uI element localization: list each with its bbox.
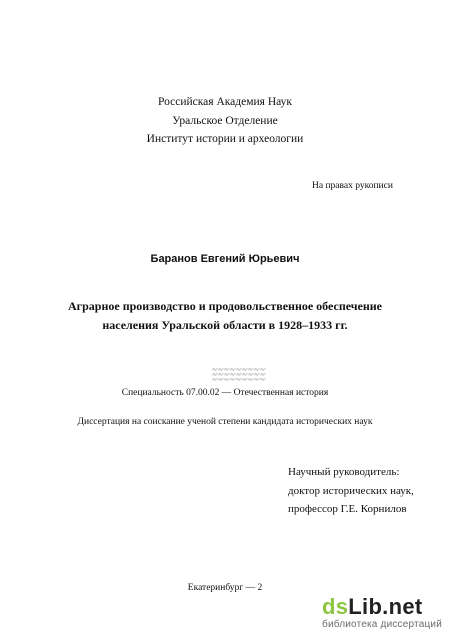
specialty: Специальность 07.00.02 — Отечественная история bbox=[121, 388, 329, 398]
advisor-degree: доктор исторических наук, bbox=[288, 485, 414, 497]
title-line-2: населения Уральской области в 1928–1933 гг. bbox=[102, 318, 348, 332]
watermark-logo bbox=[322, 596, 442, 618]
author-name: Баранов Евгений Юрьевич bbox=[150, 253, 300, 265]
watermark-lib: Lib.net bbox=[348, 594, 423, 619]
advisor-label: Научный руководитель: bbox=[288, 466, 400, 478]
degree-statement: Диссертация на соискание ученой степени кандидата исторических наук bbox=[77, 417, 373, 427]
institution-line-3: Институт истории и археологии bbox=[146, 133, 304, 145]
advisor-name: профессор Г.Е. Корнилов bbox=[288, 503, 407, 515]
stamp-smudge bbox=[212, 367, 266, 383]
dslib-watermark bbox=[322, 596, 442, 630]
watermark-ds: ds bbox=[322, 594, 349, 619]
city-year: Екатеринбург — 2 bbox=[187, 583, 263, 593]
institution-line-1: Российская Академия Наук bbox=[158, 96, 292, 108]
title-line-1: Аграрное производство и продовольственное обеспечение bbox=[67, 299, 383, 313]
watermark-subtitle: библиотека диссертаций bbox=[322, 619, 442, 630]
institution-line-2: Уральское Отделение bbox=[172, 115, 278, 127]
rights-notice: На правах рукописи bbox=[312, 181, 393, 191]
